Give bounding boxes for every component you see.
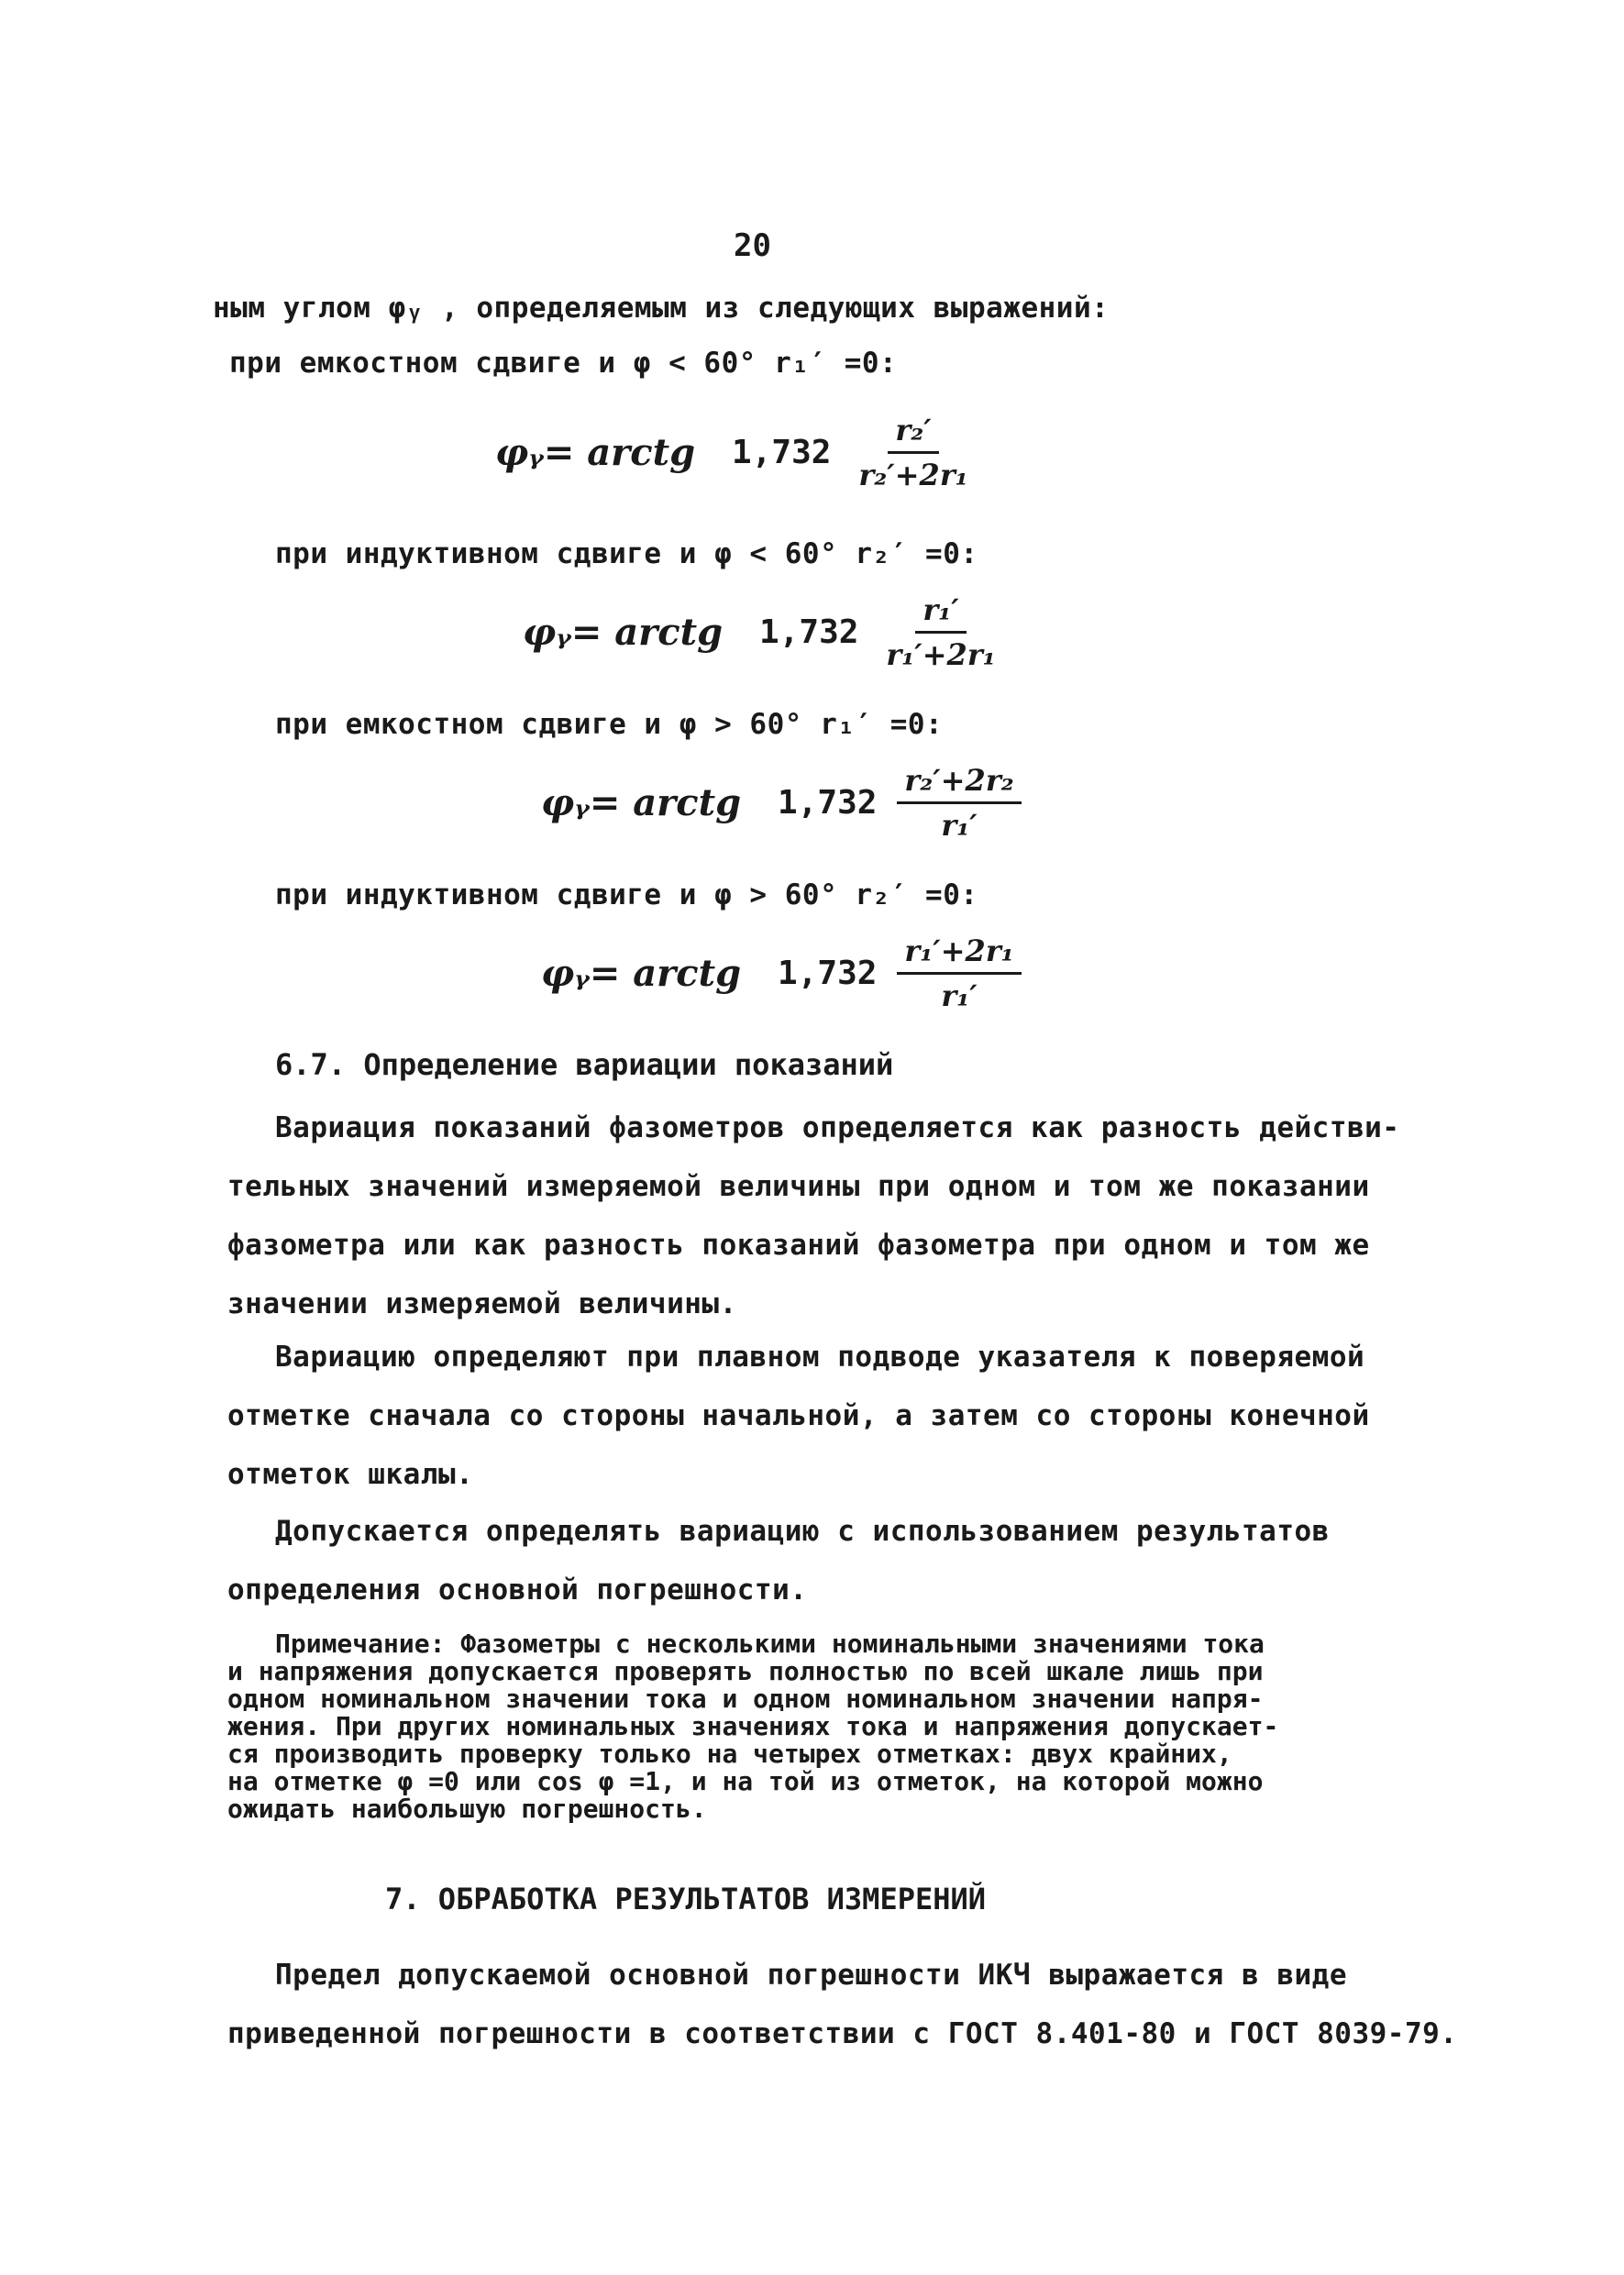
para1-line-3: фазометра или как разность показаний фазометра при одном и том же xyxy=(227,1229,1370,1262)
formula-2-denominator: r₁′+2r₁ xyxy=(886,637,996,672)
formula-2 xyxy=(523,592,1003,672)
formula-1-numerator: r₂′ xyxy=(888,413,938,454)
section-7-line-2: приведенной погрешности в соответствии с ГОСТ 8.401-80 и ГОСТ 8039-79. xyxy=(227,2017,1458,2050)
para1-line-4: значении измеряемой величины. xyxy=(227,1287,737,1320)
note-line-2: и напряжения допускается проверять полностью по всей шкале лишь при xyxy=(227,1656,1264,1686)
para2-line-2: отметке сначала со стороны начальной, а затем со стороны конечной xyxy=(227,1399,1370,1432)
formula-3 xyxy=(541,763,1022,843)
para1-line-2: тельных значений измеряемой величины при одном и том же показании xyxy=(227,1170,1370,1203)
para2-line-1: Вариацию определяют при плавном подводе указателя к поверяемой xyxy=(275,1341,1365,1374)
formula-2-fraction xyxy=(878,592,1002,672)
formula-4-coef: 1,732 xyxy=(778,955,878,992)
formula-4-fraction xyxy=(897,933,1021,1013)
note-line-7: ожидать наибольшую погрешность. xyxy=(227,1794,707,1824)
para3-line-2: определения основной погрешности. xyxy=(227,1574,808,1607)
note-line-3: одном номинальном значении тока и одном номинальном значении напря- xyxy=(227,1684,1264,1714)
note-line-5: ся производить проверку только на четырех отметках: двух крайних, xyxy=(227,1739,1232,1769)
section-7-line-1: Предел допускаемой основной погрешности ИКЧ выражается в виде xyxy=(275,1959,1347,1992)
formula-1-denominator: r₂′+2r₁ xyxy=(858,458,968,492)
note-line-6: на отметке φ =0 или cos φ =1, и на той из отметок, на которой можно xyxy=(227,1766,1264,1796)
formula-3-fraction xyxy=(897,763,1021,843)
section-6-7-heading: 6.7. Определение вариации показаний xyxy=(275,1047,894,1082)
formula-1 xyxy=(495,413,976,492)
note-line-4: жения. При других номинальных значениях тока и напряжения допускает- xyxy=(227,1711,1279,1741)
section-7-heading: 7. ОБРАБОТКА РЕЗУЛЬТАТОВ ИЗМЕРЕНИЙ xyxy=(385,1882,987,1916)
formula-1-fraction xyxy=(851,413,975,492)
case-3-condition: при емкостном сдвиге и φ > 60° r₁′ =0: xyxy=(275,708,944,741)
para3-line-1: Допускается определять вариацию с использованием результатов xyxy=(275,1515,1330,1548)
formula-3-lhs: φᵧ= arctg xyxy=(541,781,742,824)
formula-1-coef: 1,732 xyxy=(732,434,832,471)
intro-line: ным углом φᵧ , определяемым из следующих выражений: xyxy=(213,292,1110,325)
formula-4-numerator: r₁′+2r₁ xyxy=(897,933,1021,975)
formula-2-lhs: φᵧ= arctg xyxy=(523,611,724,654)
formula-3-numerator: r₂′+2r₂ xyxy=(897,763,1021,804)
case-2-condition: при индуктивном сдвиге и φ < 60° r₂′ =0: xyxy=(275,537,978,570)
formula-2-coef: 1,732 xyxy=(759,613,859,651)
formula-4 xyxy=(541,933,1022,1013)
para2-line-3: отметок шкалы. xyxy=(227,1458,474,1491)
para1-line-1: Вариация показаний фазометров определяется как разность действи- xyxy=(275,1111,1400,1144)
formula-2-numerator: r₁′ xyxy=(915,592,966,634)
note-line-1: Примечание: Фазометры с несколькими номинальными значениями тока xyxy=(275,1629,1265,1659)
case-1-condition: при емкостном сдвиге и φ < 60° r₁′ =0: xyxy=(229,347,898,380)
formula-3-coef: 1,732 xyxy=(778,784,878,822)
formula-1-lhs: φᵧ= arctg xyxy=(495,431,696,474)
formula-4-lhs: φᵧ= arctg xyxy=(541,952,742,995)
formula-3-denominator: r₁′ xyxy=(941,808,978,843)
case-4-condition: при индуктивном сдвиге и φ > 60° r₂′ =0: xyxy=(275,878,978,911)
page-number: 20 xyxy=(734,227,771,264)
formula-4-denominator: r₁′ xyxy=(941,978,978,1013)
